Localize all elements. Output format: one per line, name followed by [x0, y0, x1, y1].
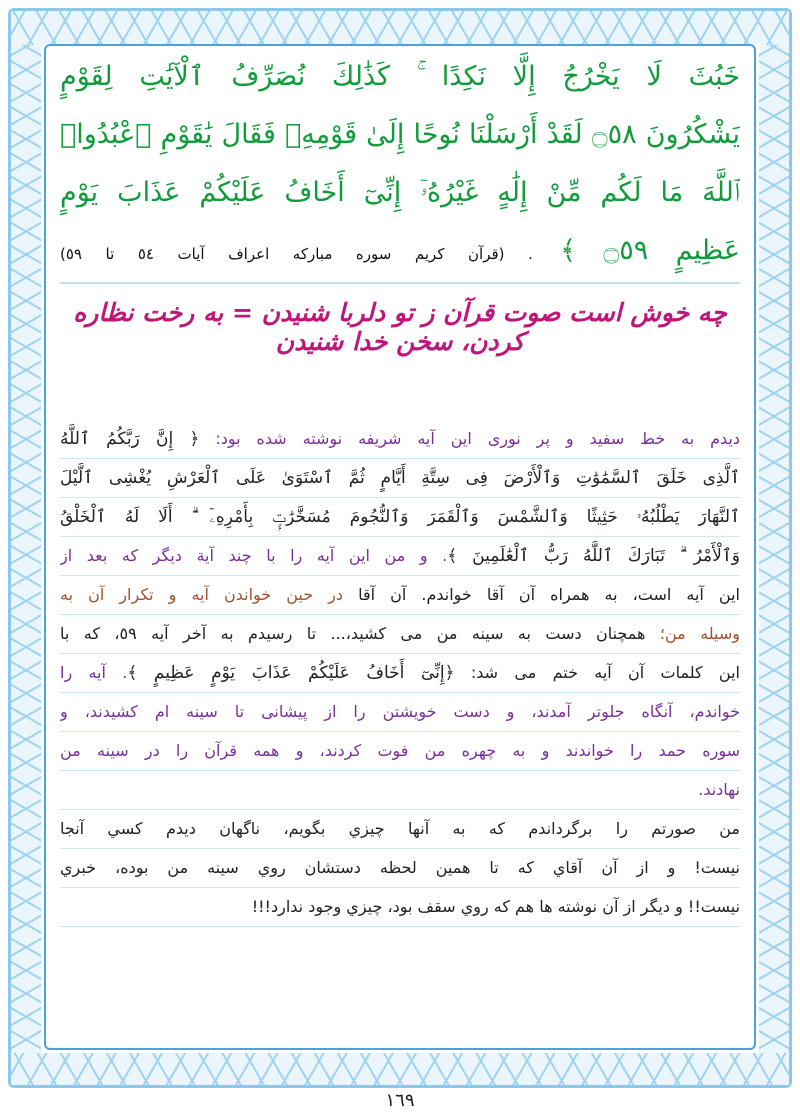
text-line: [60, 849, 740, 888]
text-segment: این کلمات آن آیه ختم می شد:: [454, 663, 740, 682]
text-line: [60, 498, 740, 537]
text-segment: . آیه را: [60, 663, 128, 682]
text-segment: وسیله من؛: [659, 624, 740, 643]
divider: [60, 282, 740, 284]
text-segment: این آیه است، به همراه آن آقا خواندم. آن آقا: [343, 585, 740, 604]
page-number: ١٦٩: [385, 1090, 415, 1111]
text-line: [60, 654, 740, 693]
text-segment: همچنان دست به سینه من می کشید،... تا رسیدم به آخر آیه ٥٩، که با: [60, 624, 660, 643]
text-line: [60, 693, 740, 732]
text-segment: ٱلَّذِى خَلَقَ ٱلسَّمَٰوَٰتِ وَٱلْأَرْضَ فِى سِتَّةِ أَيَّامٍ ثُمَّ ٱسْتَوَىٰ عَلَى ٱلْعَرْشِ يُغْشِى ٱلَّيْلَ: [60, 468, 740, 488]
text-line: [60, 420, 740, 459]
text-segment: در حین خواندن آیه و تکرار آن به: [60, 585, 344, 604]
quran-last-line: [60, 222, 740, 283]
text-segment: من صورتم را برگرداندم که به آنها چیزي بگویم، ناگهان دیدم کسي آنجا: [60, 819, 740, 838]
text-line: [60, 888, 740, 927]
text-line: [60, 615, 740, 654]
text-segment: نهادند.: [698, 780, 740, 799]
text-line: [60, 576, 740, 615]
text-segment: سوره حمد را خواندند و به چهره من فوت کردند، و همه قرآن را در سینه من: [60, 741, 740, 760]
poem-verse: چه خوش است صوت قرآن ز تو دلربا شنیدن = به رخت نظاره کردن، سخن خدا شنیدن: [73, 298, 727, 356]
text-segment: دیدم به خط سفید و پر نوری این آیه شریفه نوشته شده بود:: [199, 429, 740, 448]
narrative-text: [60, 420, 740, 927]
text-segment: نیست! و از آن آقاي که تا همین لحظه دستشان روي سینه من بوده، خبري: [60, 858, 740, 877]
text-segment: وَٱلْأَمْرُ ۗ تَبَارَكَ ٱللَّهُ رَبُّ ٱلْعَٰلَمِينَ ﴾: [447, 546, 740, 566]
quran-passage: [60, 48, 740, 283]
text-segment: ﴿ إِنَّ رَبَّكُمُ ٱللَّهُ: [60, 429, 200, 449]
quran-reference: . (قرآن کریم سوره مبارکه اعراف آیات ٥٤ تا ٥٩): [60, 245, 533, 263]
quran-line: عَظِيمٍ ۝٥٩ ﴾: [560, 235, 740, 266]
text-segment: ٱلنَّهَارَ يَطْلُبُهُۥ حَثِيثًا وَٱلشَّمْسَ وَٱلْقَمَرَ وَٱلنُّجُومَ مُسَخَّرَٰتٍۭ بِأَمْرِهِۦٓ ۗ أَلَا لَهُ ٱلْخَلْقُ: [60, 507, 740, 527]
ornament-border-top: [11, 11, 789, 45]
quran-line: يَشْكُرُونَ ۝٥٨ لَقَدْ أَرْسَلْنَا نُوحًا إِلَىٰ قَوْمِهِۦ فَقَالَ يَٰقَوْمِ ٱعْبُدُوا۟: [60, 119, 740, 150]
ornament-border-left: [11, 45, 41, 1053]
text-segment: ﴿إِنِّىٓ أَخَافُ عَلَيْكُمْ عَذَابَ يَوْمٍ عَظِيمٍ ﴾: [127, 663, 455, 683]
text-line: [60, 732, 740, 771]
text-line: [60, 459, 740, 498]
ornament-border-bottom: [11, 1053, 789, 1085]
text-segment: نیست!! و دیگر از آن نوشته ها هم که روي سقف بود، چیزي وجود ندارد!!!: [251, 897, 740, 916]
text-line: [60, 810, 740, 849]
text-line: [60, 771, 740, 810]
quran-line: خَبُثَ لَا يَخْرُجُ إِلَّا نَكِدًا ۚ كَذَٰلِكَ نُصَرِّفُ ٱلْآيَٰتِ لِقَوْمٍ: [60, 61, 740, 92]
text-segment: خواندم، آنگاه جلوتر آمدند، و دست خویشتن را از پیشانی تا سینه ام کشیدند، و: [60, 702, 740, 721]
ornament-border-right: [759, 45, 789, 1053]
text-segment: . و من این آیه را با چند آیة دیگر که بعد از: [60, 546, 448, 565]
quran-line: ٱللَّهَ مَا لَكُم مِّنْ إِلَٰهٍ غَيْرُهُۥٓ إِنِّىٓ أَخَافُ عَلَيْكُمْ عَذَابَ يَوْمٍ: [60, 177, 740, 208]
text-line: [60, 537, 740, 576]
